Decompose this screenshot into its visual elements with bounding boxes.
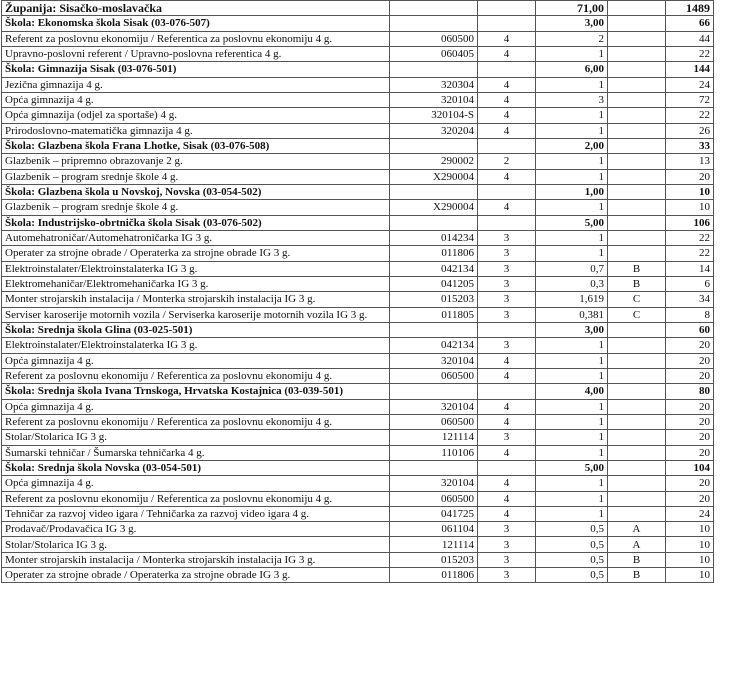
school-row xyxy=(2,460,714,475)
program-row xyxy=(2,46,714,61)
program-total: 10 xyxy=(666,200,714,215)
program-row xyxy=(2,414,714,429)
program-count: 2 xyxy=(536,31,608,46)
school-group xyxy=(608,16,666,31)
program-duration: 4 xyxy=(478,31,536,46)
program-name: Tehničar za razvoj video igara / Tehničarka za razvoj video igara 4 g. xyxy=(2,506,390,521)
program-code: 011805 xyxy=(390,307,478,322)
school-code xyxy=(390,62,478,77)
school-count: 3,00 xyxy=(536,16,608,31)
program-count: 1 xyxy=(536,445,608,460)
program-count: 0,5 xyxy=(536,552,608,567)
program-row xyxy=(2,537,714,552)
program-name: Referent za poslovnu ekonomiju / Referentica za poslovnu ekonomiju 4 g. xyxy=(2,31,390,46)
program-group xyxy=(608,445,666,460)
school-code xyxy=(390,322,478,337)
program-duration: 2 xyxy=(478,154,536,169)
program-group: B xyxy=(608,568,666,583)
program-row xyxy=(2,77,714,92)
program-name: Opća gimnazija 4 g. xyxy=(2,399,390,414)
program-code: 015203 xyxy=(390,552,478,567)
program-group xyxy=(608,399,666,414)
program-code: 011806 xyxy=(390,246,478,261)
program-total: 20 xyxy=(666,414,714,429)
program-count: 1 xyxy=(536,46,608,61)
school-duration xyxy=(478,322,536,337)
program-row xyxy=(2,399,714,414)
program-name: Operater za strojne obrade / Operaterka za strojne obrade IG 3 g. xyxy=(2,568,390,583)
program-row xyxy=(2,276,714,291)
school-total: 106 xyxy=(666,215,714,230)
program-code: 015203 xyxy=(390,292,478,307)
program-total: 44 xyxy=(666,31,714,46)
program-row xyxy=(2,31,714,46)
program-group xyxy=(608,353,666,368)
program-duration: 4 xyxy=(478,353,536,368)
program-group: C xyxy=(608,307,666,322)
program-name: Serviser karoserije motornih vozila / Serviserka karoserije motornih vozila IG 3 g. xyxy=(2,307,390,322)
program-name: Opća gimnazija 4 g. xyxy=(2,476,390,491)
program-name: Opća gimnazija (odjel za sportaše) 4 g. xyxy=(2,108,390,123)
program-group xyxy=(608,169,666,184)
program-group xyxy=(608,46,666,61)
program-total: 6 xyxy=(666,276,714,291)
school-group xyxy=(608,322,666,337)
school-code xyxy=(390,16,478,31)
school-name: Škola: Ekonomska škola Sisak (03-076-507) xyxy=(2,16,390,31)
school-count: 4,00 xyxy=(536,384,608,399)
school-name: Škola: Srednja škola Ivana Trnskoga, Hrvatska Kostajnica (03-039-501) xyxy=(2,384,390,399)
program-duration: 4 xyxy=(478,169,536,184)
program-name: Stolar/Stolarica IG 3 g. xyxy=(2,430,390,445)
program-row xyxy=(2,445,714,460)
county-name: Županija: Sisačko-moslavačka xyxy=(2,1,390,16)
program-name: Stolar/Stolarica IG 3 g. xyxy=(2,537,390,552)
school-count: 5,00 xyxy=(536,215,608,230)
program-name: Prodavač/Prodavačica IG 3 g. xyxy=(2,522,390,537)
program-count: 1 xyxy=(536,77,608,92)
program-row xyxy=(2,506,714,521)
program-code: 121114 xyxy=(390,537,478,552)
program-duration: 4 xyxy=(478,92,536,107)
program-count: 1 xyxy=(536,200,608,215)
program-row xyxy=(2,568,714,583)
program-count: 1 xyxy=(536,338,608,353)
program-group xyxy=(608,92,666,107)
program-name: Referent za poslovnu ekonomiju / Referentica za poslovnu ekonomiju 4 g. xyxy=(2,368,390,383)
program-count: 1 xyxy=(536,368,608,383)
school-row xyxy=(2,62,714,77)
program-duration: 4 xyxy=(478,77,536,92)
program-name: Referent za poslovnu ekonomiju / Referentica za poslovnu ekonomiju 4 g. xyxy=(2,491,390,506)
program-code: 290002 xyxy=(390,154,478,169)
program-code: 320104 xyxy=(390,92,478,107)
school-row xyxy=(2,138,714,153)
program-count: 1 xyxy=(536,123,608,138)
program-name: Monter strojarskih instalacija / Monterka strojarskih instalacija IG 3 g. xyxy=(2,552,390,567)
program-code: X290004 xyxy=(390,200,478,215)
program-code: 042134 xyxy=(390,338,478,353)
school-group xyxy=(608,184,666,199)
program-name: Operater za strojne obrade / Operaterka za strojne obrade IG 3 g. xyxy=(2,246,390,261)
school-count: 2,00 xyxy=(536,138,608,153)
school-code xyxy=(390,384,478,399)
program-total: 20 xyxy=(666,169,714,184)
program-count: 0,5 xyxy=(536,522,608,537)
school-name: Škola: Glazbena škola Frana Lhotke, Sisak (03-076-508) xyxy=(2,138,390,153)
school-total: 33 xyxy=(666,138,714,153)
school-group xyxy=(608,215,666,230)
program-group xyxy=(608,414,666,429)
school-duration xyxy=(478,384,536,399)
program-row xyxy=(2,123,714,138)
program-name: Elektroinstalater/Elektroinstalaterka IG 3 g. xyxy=(2,261,390,276)
program-code: 320204 xyxy=(390,123,478,138)
school-count: 3,00 xyxy=(536,322,608,337)
program-duration: 3 xyxy=(478,430,536,445)
program-total: 20 xyxy=(666,491,714,506)
school-group xyxy=(608,62,666,77)
program-row xyxy=(2,169,714,184)
enrollment-table xyxy=(1,0,714,583)
school-code xyxy=(390,460,478,475)
program-total: 26 xyxy=(666,123,714,138)
program-row xyxy=(2,491,714,506)
program-count: 1 xyxy=(536,154,608,169)
school-duration xyxy=(478,215,536,230)
program-total: 22 xyxy=(666,108,714,123)
program-row xyxy=(2,338,714,353)
school-count: 5,00 xyxy=(536,460,608,475)
program-row xyxy=(2,430,714,445)
program-total: 20 xyxy=(666,476,714,491)
program-name: Opća gimnazija 4 g. xyxy=(2,92,390,107)
program-code: 011806 xyxy=(390,568,478,583)
program-code: 014234 xyxy=(390,230,478,245)
school-code xyxy=(390,215,478,230)
school-row xyxy=(2,322,714,337)
program-duration: 3 xyxy=(478,230,536,245)
program-group: C xyxy=(608,292,666,307)
program-name: Monter strojarskih instalacija / Monterka strojarskih instalacija IG 3 g. xyxy=(2,292,390,307)
program-group xyxy=(608,338,666,353)
program-row xyxy=(2,246,714,261)
program-duration: 3 xyxy=(478,246,536,261)
school-group xyxy=(608,460,666,475)
program-count: 1 xyxy=(536,353,608,368)
school-total: 104 xyxy=(666,460,714,475)
program-name: Upravno-poslovni referent / Upravno-poslovna referentica 4 g. xyxy=(2,46,390,61)
program-row xyxy=(2,154,714,169)
program-row xyxy=(2,92,714,107)
program-name: Referent za poslovnu ekonomiju / Referentica za poslovnu ekonomiju 4 g. xyxy=(2,414,390,429)
program-count: 1 xyxy=(536,506,608,521)
program-total: 34 xyxy=(666,292,714,307)
school-duration xyxy=(478,138,536,153)
program-row xyxy=(2,522,714,537)
program-total: 20 xyxy=(666,338,714,353)
program-duration: 4 xyxy=(478,506,536,521)
program-count: 1 xyxy=(536,246,608,261)
program-duration: 4 xyxy=(478,46,536,61)
program-total: 72 xyxy=(666,92,714,107)
program-group: A xyxy=(608,522,666,537)
program-total: 20 xyxy=(666,353,714,368)
program-duration: 4 xyxy=(478,368,536,383)
school-group xyxy=(608,138,666,153)
program-name: Glazbenik – program srednje škole 4 g. xyxy=(2,200,390,215)
school-row xyxy=(2,184,714,199)
program-total: 24 xyxy=(666,506,714,521)
program-duration: 3 xyxy=(478,568,536,583)
program-group: A xyxy=(608,537,666,552)
program-duration: 3 xyxy=(478,292,536,307)
program-duration: 4 xyxy=(478,200,536,215)
program-code: 320304 xyxy=(390,77,478,92)
program-name: Jezična gimnazija 4 g. xyxy=(2,77,390,92)
school-duration xyxy=(478,184,536,199)
school-duration xyxy=(478,460,536,475)
school-total: 10 xyxy=(666,184,714,199)
program-row xyxy=(2,552,714,567)
program-total: 10 xyxy=(666,552,714,567)
program-duration: 3 xyxy=(478,307,536,322)
program-total: 10 xyxy=(666,568,714,583)
program-count: 1 xyxy=(536,108,608,123)
school-row xyxy=(2,215,714,230)
program-name: Prirodoslovno-matematička gimnazija 4 g. xyxy=(2,123,390,138)
program-total: 8 xyxy=(666,307,714,322)
program-code: 060500 xyxy=(390,368,478,383)
program-group xyxy=(608,368,666,383)
program-group xyxy=(608,31,666,46)
program-duration: 4 xyxy=(478,445,536,460)
program-total: 10 xyxy=(666,537,714,552)
program-code: 060500 xyxy=(390,31,478,46)
program-code: 320104 xyxy=(390,476,478,491)
school-total: 144 xyxy=(666,62,714,77)
program-duration: 4 xyxy=(478,476,536,491)
program-count: 1 xyxy=(536,476,608,491)
program-row xyxy=(2,368,714,383)
program-row xyxy=(2,307,714,322)
school-name: Škola: Industrijsko-obrtnička škola Sisak (03-076-502) xyxy=(2,215,390,230)
program-code: 060500 xyxy=(390,491,478,506)
program-count: 0,381 xyxy=(536,307,608,322)
school-name: Škola: Srednja škola Novska (03-054-501) xyxy=(2,460,390,475)
program-total: 10 xyxy=(666,522,714,537)
program-code: X290004 xyxy=(390,169,478,184)
table-body xyxy=(2,1,714,583)
program-group xyxy=(608,230,666,245)
program-row xyxy=(2,230,714,245)
program-duration: 4 xyxy=(478,123,536,138)
program-group xyxy=(608,246,666,261)
school-count: 6,00 xyxy=(536,62,608,77)
program-name: Glazbenik – program srednje škole 4 g. xyxy=(2,169,390,184)
program-count: 1 xyxy=(536,169,608,184)
school-group xyxy=(608,384,666,399)
program-name: Elektroinstalater/Elektroinstalaterka IG 3 g. xyxy=(2,338,390,353)
program-count: 1 xyxy=(536,230,608,245)
school-name: Škola: Glazbena škola u Novskoj, Novska (03-054-502) xyxy=(2,184,390,199)
program-group xyxy=(608,430,666,445)
program-row xyxy=(2,476,714,491)
program-duration: 3 xyxy=(478,261,536,276)
program-count: 1,619 xyxy=(536,292,608,307)
program-count: 0,5 xyxy=(536,537,608,552)
program-group xyxy=(608,506,666,521)
school-total: 80 xyxy=(666,384,714,399)
school-name: Škola: Gimnazija Sisak (03-076-501) xyxy=(2,62,390,77)
program-name: Automehatroničar/Automehatroničarka IG 3 g. xyxy=(2,230,390,245)
program-code: 041205 xyxy=(390,276,478,291)
program-count: 1 xyxy=(536,414,608,429)
county-group xyxy=(608,1,666,16)
program-count: 1 xyxy=(536,491,608,506)
program-row xyxy=(2,353,714,368)
program-group: B xyxy=(608,276,666,291)
school-code xyxy=(390,138,478,153)
program-duration: 3 xyxy=(478,552,536,567)
program-total: 20 xyxy=(666,445,714,460)
program-duration: 4 xyxy=(478,399,536,414)
program-group xyxy=(608,476,666,491)
program-group xyxy=(608,77,666,92)
program-total: 22 xyxy=(666,230,714,245)
school-name: Škola: Srednja škola Glina (03-025-501) xyxy=(2,322,390,337)
program-count: 0,3 xyxy=(536,276,608,291)
program-count: 0,5 xyxy=(536,568,608,583)
school-duration xyxy=(478,62,536,77)
program-code: 320104-S xyxy=(390,108,478,123)
county-count: 71,00 xyxy=(536,1,608,16)
program-total: 13 xyxy=(666,154,714,169)
county-row xyxy=(2,1,714,16)
program-group xyxy=(608,200,666,215)
program-group xyxy=(608,108,666,123)
program-duration: 4 xyxy=(478,491,536,506)
program-code: 060405 xyxy=(390,46,478,61)
program-total: 20 xyxy=(666,399,714,414)
program-duration: 4 xyxy=(478,414,536,429)
program-name: Glazbenik – pripremno obrazovanje 2 g. xyxy=(2,154,390,169)
program-row xyxy=(2,200,714,215)
program-duration: 3 xyxy=(478,276,536,291)
program-total: 14 xyxy=(666,261,714,276)
program-total: 20 xyxy=(666,430,714,445)
program-code: 061104 xyxy=(390,522,478,537)
program-count: 3 xyxy=(536,92,608,107)
school-row xyxy=(2,16,714,31)
county-total: 1489 xyxy=(666,1,714,16)
program-code: 060500 xyxy=(390,414,478,429)
program-code: 042134 xyxy=(390,261,478,276)
program-group xyxy=(608,154,666,169)
program-code: 320104 xyxy=(390,353,478,368)
program-duration: 3 xyxy=(478,522,536,537)
program-code: 121114 xyxy=(390,430,478,445)
school-total: 60 xyxy=(666,322,714,337)
program-count: 1 xyxy=(536,399,608,414)
program-duration: 3 xyxy=(478,537,536,552)
program-row xyxy=(2,108,714,123)
school-row xyxy=(2,384,714,399)
program-group: B xyxy=(608,552,666,567)
program-count: 1 xyxy=(536,430,608,445)
program-total: 24 xyxy=(666,77,714,92)
program-group xyxy=(608,491,666,506)
program-code: 041725 xyxy=(390,506,478,521)
school-code xyxy=(390,184,478,199)
program-group: B xyxy=(608,261,666,276)
county-code xyxy=(390,1,478,16)
program-count: 0,7 xyxy=(536,261,608,276)
program-code: 110106 xyxy=(390,445,478,460)
program-name: Šumarski tehničar / Šumarska tehničarka 4 g. xyxy=(2,445,390,460)
program-total: 20 xyxy=(666,368,714,383)
school-total: 66 xyxy=(666,16,714,31)
program-total: 22 xyxy=(666,46,714,61)
county-duration xyxy=(478,1,536,16)
program-group xyxy=(608,123,666,138)
program-row xyxy=(2,261,714,276)
school-count: 1,00 xyxy=(536,184,608,199)
program-row xyxy=(2,292,714,307)
program-duration: 3 xyxy=(478,338,536,353)
program-name: Elektromehaničar/Elektromehaničarka IG 3 g. xyxy=(2,276,390,291)
program-duration: 4 xyxy=(478,108,536,123)
program-code: 320104 xyxy=(390,399,478,414)
school-duration xyxy=(478,16,536,31)
program-total: 22 xyxy=(666,246,714,261)
program-name: Opća gimnazija 4 g. xyxy=(2,353,390,368)
